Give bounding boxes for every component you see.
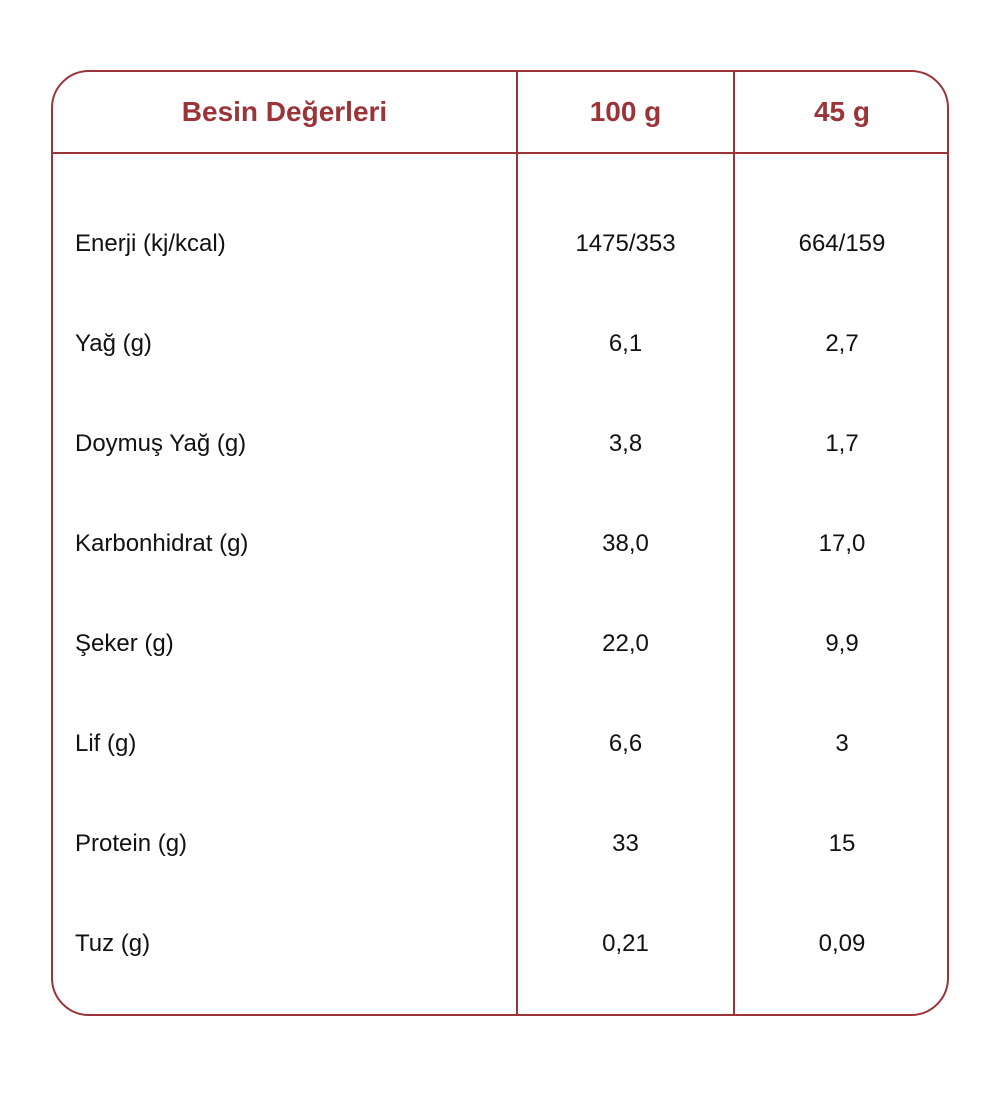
nutrient-label: Yağ (g) xyxy=(75,330,152,357)
header-nutrient: Besin Değerleri xyxy=(181,96,388,127)
value-per-100g: 0,21 xyxy=(602,930,649,957)
value-per-100g: 33 xyxy=(612,830,639,857)
value-per-100g: 3,8 xyxy=(608,430,643,457)
value-per-45g: 1,7 xyxy=(825,430,859,457)
table-row xyxy=(53,294,947,394)
nutrient-label: Tuz (g) xyxy=(75,930,151,957)
value-per-100g: 6,1 xyxy=(608,330,643,357)
table-row xyxy=(53,194,947,294)
table-row xyxy=(53,394,947,494)
value-per-45g: 15 xyxy=(828,830,856,857)
table-row xyxy=(53,494,947,594)
value-per-45g: 2,7 xyxy=(825,330,859,357)
table-row xyxy=(53,594,947,694)
value-per-45g: 17,0 xyxy=(818,530,866,557)
header-per-45g: 45 g xyxy=(813,96,871,127)
value-per-45g: 0,09 xyxy=(818,930,866,957)
nutrient-label: Lif (g) xyxy=(75,730,137,757)
value-per-45g: 3 xyxy=(835,730,849,757)
table-row xyxy=(53,894,947,994)
nutrient-label: Karbonhidrat (g) xyxy=(75,530,249,557)
table-header xyxy=(53,72,947,152)
nutrient-label: Şeker (g) xyxy=(75,630,174,657)
value-per-100g: 1475/353 xyxy=(575,230,676,257)
nutrition-table xyxy=(51,70,949,1016)
value-per-100g: 22,0 xyxy=(602,630,649,657)
value-per-100g: 6,6 xyxy=(608,730,643,757)
value-per-45g: 664/159 xyxy=(798,230,886,257)
header-divider xyxy=(53,152,947,154)
table-row xyxy=(53,794,947,894)
table-row xyxy=(53,694,947,794)
value-per-100g: 38,0 xyxy=(602,530,649,557)
nutrient-label: Doymuş Yağ (g) xyxy=(75,430,247,457)
table-body xyxy=(53,194,947,994)
header-per-100g: 100 g xyxy=(589,96,662,127)
nutrient-label: Protein (g) xyxy=(75,830,188,857)
nutrient-label: Enerji (kj/kcal) xyxy=(75,230,226,257)
value-per-45g: 9,9 xyxy=(825,630,859,657)
